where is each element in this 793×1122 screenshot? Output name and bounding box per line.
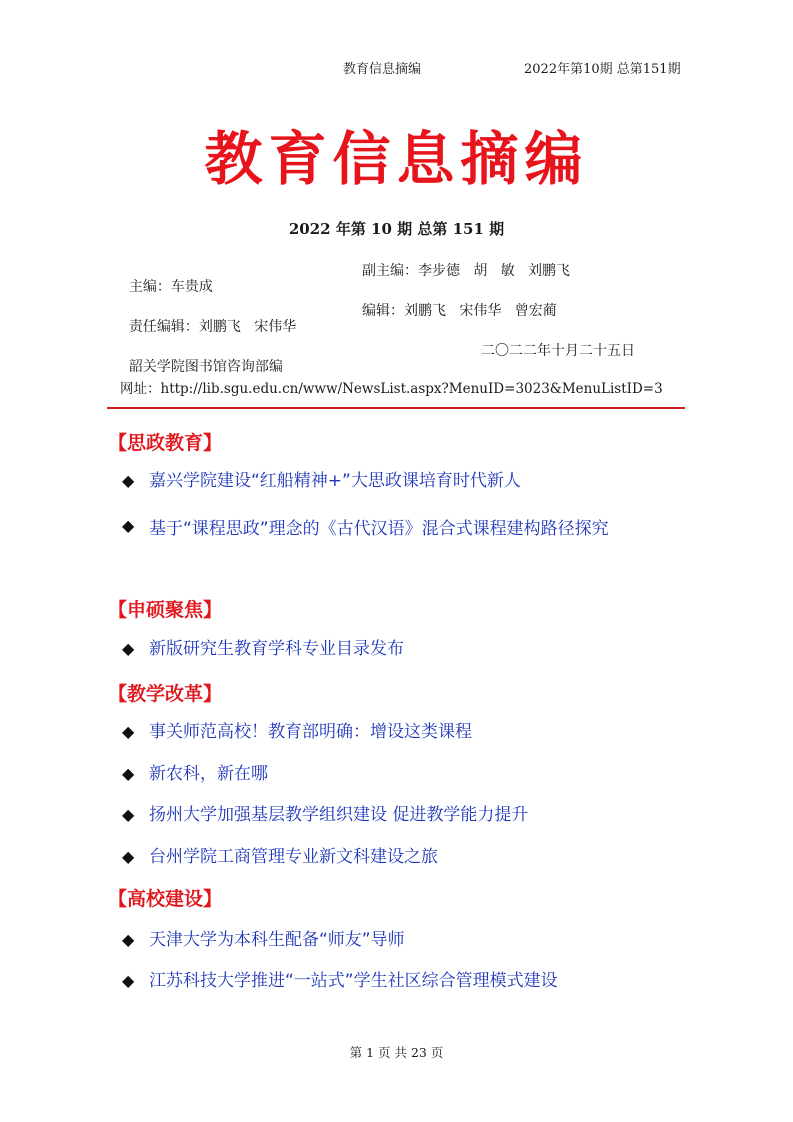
diamond-bullet-icon: ◆ xyxy=(122,722,135,741)
diamond-bullet-icon: ◆ xyxy=(122,930,135,949)
section-title-teaching-reform: 【教学改革】 xyxy=(108,683,223,705)
diamond-bullet-icon: ◆ xyxy=(122,847,135,866)
diamond-bullet-icon: ◆ xyxy=(122,471,135,490)
running-header-issue: 2022年第10期 总第151期 xyxy=(524,62,681,77)
website-url[interactable]: 网址：http://lib.sgu.edu.cn/www/NewsList.aspx?MenuID=3023&MenuListID=3 xyxy=(120,381,663,397)
section-title-university-construction: 【高校建设】 xyxy=(108,888,223,910)
toc-link[interactable]: 新版研究生教育学科专业目录发布 xyxy=(149,639,404,659)
section-title-ideology: 【思政教育】 xyxy=(108,432,223,454)
toc-link[interactable]: 新农科，新在哪 xyxy=(149,764,268,784)
toc-link[interactable]: 台州学院工商管理专业新文科建设之旅 xyxy=(149,847,438,867)
editor-in-chief: 主编：车贵成 xyxy=(128,279,213,295)
diamond-bullet-icon: ◆ xyxy=(122,971,135,990)
running-header xyxy=(0,58,793,78)
responsible-editors: 责任编辑：刘鹏飞 宋伟华 xyxy=(128,319,297,335)
issue-number: 2022 年第 10 期 总第 151 期 xyxy=(288,220,505,238)
toc-link[interactable]: 扬州大学加强基层教学组织建设 促进教学能力提升 xyxy=(149,805,529,825)
editors: 编辑：刘鹏飞 宋伟华 曾宏蔺 xyxy=(362,303,557,319)
running-header-title: 教育信息摘编 xyxy=(343,62,422,77)
toc-link[interactable]: 天津大学为本科生配备“师友”导师 xyxy=(149,930,405,950)
diamond-bullet-icon: ◆ xyxy=(122,639,135,658)
section-title-masters: 【申硕聚焦】 xyxy=(108,599,223,621)
toc-link[interactable]: 基于“课程思政”理念的《古代汉语》混合式课程建构路径探究 xyxy=(149,519,609,539)
diamond-bullet-icon: ◆ xyxy=(122,805,135,824)
toc-link[interactable]: 嘉兴学院建设“红船精神+”大思政课培育时代新人 xyxy=(149,471,521,491)
toc-link[interactable]: 事关师范高校！教育部明确：增设这类课程 xyxy=(149,722,472,742)
publisher: 韶关学院图书馆咨询部编 xyxy=(128,359,283,375)
header-divider xyxy=(107,407,685,409)
diamond-bullet-icon: ◆ xyxy=(122,764,135,783)
deputy-editors: 副主编：李步德 胡 敏 刘鹏飞 xyxy=(362,263,571,279)
publish-date: 二〇二二年十月二十五日 xyxy=(481,343,635,359)
masthead-title: 教育信息摘编 xyxy=(204,125,589,193)
page-footer: 第 1 页 共 23 页 xyxy=(349,1045,444,1060)
diamond-bullet-icon: ◆ xyxy=(122,516,135,535)
toc-link[interactable]: 江苏科技大学推进“一站式”学生社区综合管理模式建设 xyxy=(149,971,558,991)
